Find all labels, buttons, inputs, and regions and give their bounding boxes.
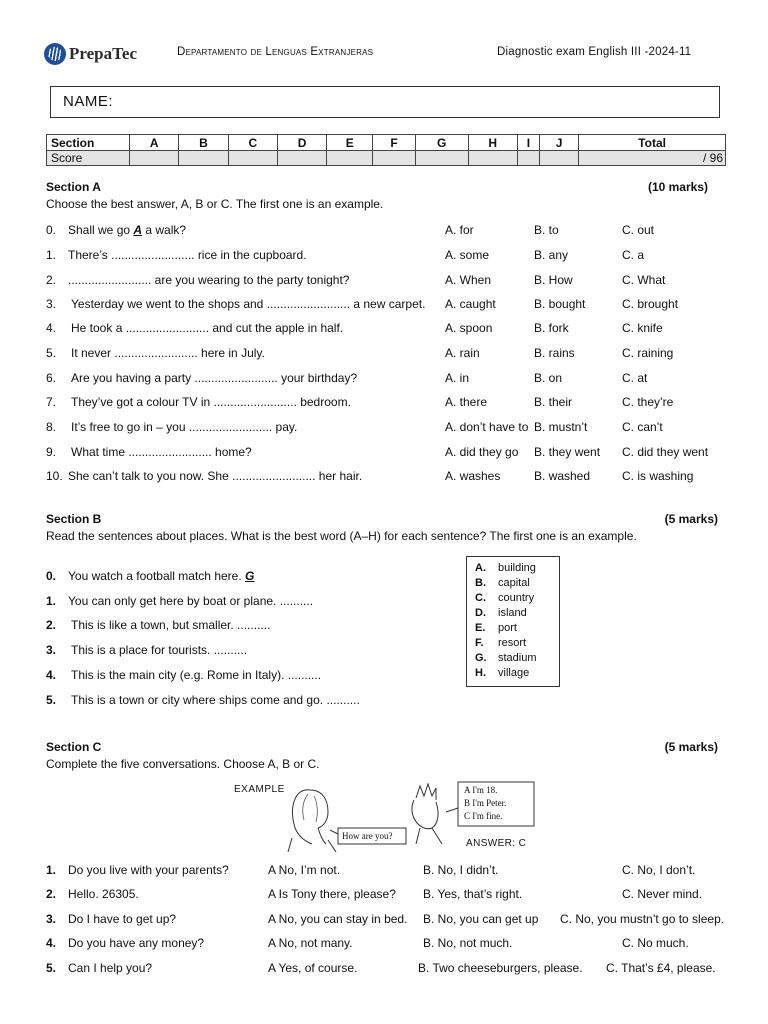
option-b[interactable]: B. No, I didn’t. [423,863,499,877]
option-key: A. [475,562,486,574]
option-key: D. [475,607,486,619]
option-c[interactable]: C. knife [622,321,663,335]
option-word: village [498,667,530,679]
question-text-body: This is a town or city where ships come and go. .......... [71,693,360,707]
question-number: 7. [46,395,57,409]
option-word: capital [498,577,530,589]
example-label: EXAMPLE [234,784,285,795]
option-a[interactable]: A. caught [445,297,496,311]
exam-title: Diagnostic exam English III -2024-11 [497,46,692,58]
option-b[interactable]: B. their [534,395,573,409]
question-text-body: You can only get here by boat or plane. .......... [68,594,314,608]
question-text-body: This is like a town, but smaller. .......... [71,618,271,632]
option-b[interactable]: B. to [534,223,559,237]
score-header-cell: A [130,135,179,151]
option-b[interactable]: B. on [534,371,563,385]
question-text: They’ve got a colour TV in ......................... bedroom. [71,395,351,409]
option-b[interactable]: B. mustn’t [534,420,588,434]
question-text: It never ......................... here in July. [71,346,265,360]
question-text: Do you have any money? [68,936,205,950]
score-header-cell: Section [47,135,130,151]
score-table [46,134,726,166]
section-b-title: Section B [46,512,102,526]
score-cell[interactable] [179,151,228,166]
score-header-cell: B [179,135,228,151]
prepatec-logo [44,40,137,68]
option-c[interactable]: C. No, you mustn’t go to sleep. [560,912,725,926]
section-c-marks: (5 marks) [664,740,718,754]
question-text: Do you live with your parents? [68,863,229,877]
score-cell[interactable] [468,151,517,166]
option-c[interactable]: C. did they went [622,445,709,459]
option-a[interactable]: A. for [445,223,474,237]
question-number: 4. [46,936,57,950]
option-word: port [498,622,517,634]
score-cell[interactable] [228,151,277,166]
question-text: Can I help you? [68,961,153,975]
question-text: He took a ......................... and cut the apple in half. [71,321,344,335]
option-c[interactable]: C. No much. [622,936,689,950]
option-c[interactable]: C. is washing [622,469,694,483]
name-label: NAME: [63,93,114,110]
option-c[interactable]: C. Never mind. [622,887,703,901]
name-field[interactable] [50,86,720,118]
section-b-marks: (5 marks) [664,512,718,526]
option-key: C. [475,592,486,604]
question-text [68,223,186,237]
option-a[interactable]: A. did they go [445,445,519,459]
option-c[interactable]: C. brought [622,297,679,311]
example-speech: How are you? [342,831,393,841]
section-a-marks: (10 marks) [647,180,708,194]
option-a[interactable]: A. in [445,371,470,385]
question-text: Yesterday we went to the shops and ......................... a new carpet. [71,297,426,311]
option-a[interactable]: A. some [445,248,490,262]
score-row-label: Score [47,151,130,166]
option-a[interactable]: A Yes, of course. [268,961,358,975]
score-cell[interactable] [517,151,539,166]
score-header-cell: G [415,135,468,151]
option-key: F. [475,637,484,649]
option-c[interactable]: C. can’t [622,420,663,434]
question-text-body: This is the main city (e.g. Rome in Italy). .......... [71,668,322,682]
question-text [71,618,270,632]
score-header-cell: D [277,135,326,151]
department-name: Departamento de Lenguas Extranjeras [177,46,374,58]
question-number: 2. [46,618,57,632]
score-header-row [47,135,726,151]
example-answer-mark: A [133,223,143,237]
option-word: stadium [498,652,537,664]
option-b[interactable]: B. Two cheeseburgers, please. [418,961,583,975]
section-a-instruction: Choose the best answer, A, B or C. The first one is an example. [46,197,384,211]
option-a[interactable]: A. don’t have to [445,420,529,434]
option-a[interactable]: A. spoon [445,321,493,335]
section-a-title: Section A [46,180,101,194]
example-illustration [232,778,542,852]
section-c-instruction: Complete the five conversations. Choose A, B or C. [46,757,320,771]
example-answer: ANSWER: C [466,838,527,849]
question-text-body: You watch a football match here. [68,569,245,583]
option-c[interactable]: C. a [622,248,645,262]
option-b[interactable]: B. Yes, that’s right. [423,887,523,901]
question-number: 3. [46,643,57,657]
question-number: 5. [46,346,57,360]
section-b-instruction: Read the sentences about places. What is the best word (A–H) for each sentence? The first one is an example. [46,529,637,543]
score-cell[interactable] [277,151,326,166]
question-text-body: This is a place for tourists. .......... [71,643,248,657]
option-b[interactable]: B. No, you can get up [423,912,539,926]
option-c[interactable]: C. out [622,223,655,237]
option-b[interactable]: B. washed [534,469,591,483]
globe-logo-icon [44,43,66,65]
question-text [71,668,321,682]
question-text: Hello. 26305. [68,887,139,901]
option-a[interactable]: A No, not many. [268,936,353,950]
question-number: 3. [46,912,57,926]
option-a[interactable]: A. When [445,273,492,287]
option-b[interactable]: B. fork [534,321,569,335]
option-b[interactable]: B. How [534,273,573,287]
score-cell[interactable] [130,151,179,166]
option-a[interactable]: A. there [445,395,488,409]
question-number: 8. [46,420,57,434]
question-number: 5. [46,961,57,975]
example-option-a: A I'm 18. [464,785,498,795]
question-number: 5. [46,693,57,707]
score-row [47,151,726,166]
question-number: 0. [46,223,57,237]
question-number: 4. [46,321,57,335]
option-c[interactable]: C. That’s £4, please. [606,961,716,975]
question-text-start: Shall we go [68,223,134,237]
score-cell[interactable] [373,151,416,166]
score-header-cell: I [517,135,539,151]
question-number: 6. [46,371,57,385]
question-number: 2. [46,273,57,287]
question-number: 3. [46,297,57,311]
option-c[interactable]: C. they’re [622,395,674,409]
question-text [71,693,360,707]
question-text: Do I have to get up? [68,912,177,926]
option-b[interactable]: B. rains [534,346,575,360]
option-a[interactable]: A Is Tony there, please? [268,887,396,901]
question-text: Are you having a party ......................... your birthday? [71,371,358,385]
score-cell[interactable] [327,151,373,166]
example-option-b: B I'm Peter. [464,798,507,808]
question-number: 4. [46,668,57,682]
example-option-c: C I'm fine. [464,811,503,821]
option-a[interactable]: A No, you can stay in bed. [268,912,408,926]
option-b[interactable]: B. any [534,248,569,262]
option-word: country [498,592,535,604]
score-header-cell: Total [579,135,726,151]
option-b[interactable]: B. No, not much. [423,936,513,950]
option-key: G. [475,652,487,664]
option-key: B. [475,577,486,589]
question-text: What time ......................... home? [71,445,252,459]
question-text-end: a walk? [142,223,187,237]
question-number: 2. [46,887,57,901]
score-cell[interactable] [539,151,578,166]
question-text: ......................... are you wearing to the party tonight? [68,273,350,287]
word-options-box [466,556,560,687]
option-word: island [498,607,527,619]
option-b[interactable]: B. bought [534,297,586,311]
question-text [71,643,247,657]
question-text: She can’t talk to you now. She ......................... her hair. [68,469,363,483]
score-header-cell: E [327,135,373,151]
option-a[interactable]: A No, I’m not. [268,863,341,877]
option-b[interactable]: B. they went [534,445,601,459]
question-text [68,594,313,608]
option-c[interactable]: C. What [622,273,666,287]
question-text [68,569,254,583]
option-word: resort [498,637,527,649]
question-number: 0. [46,569,57,583]
score-total-cell: / 96 [579,151,726,166]
question-number: 1. [46,248,57,262]
example-answer-mark: G [245,569,255,583]
option-c[interactable]: C. at [622,371,648,385]
score-cell[interactable] [415,151,468,166]
question-number: 1. [46,594,57,608]
question-number: 10. [46,469,63,483]
score-header-cell: H [468,135,517,151]
question-text: There’s ......................... rice in the cupboard. [68,248,307,262]
section-c-title: Section C [46,740,102,754]
option-c[interactable]: C. raining [622,346,674,360]
option-a[interactable]: A. washes [445,469,501,483]
option-a[interactable]: A. rain [445,346,480,360]
question-number: 1. [46,863,57,877]
option-word: building [498,562,536,574]
score-header-cell: F [373,135,416,151]
option-key: H. [475,667,486,679]
question-text: It’s free to go in – you ......................... pay. [71,420,298,434]
question-number: 9. [46,445,57,459]
logo-text: PrepaTec [69,44,137,63]
score-header-cell: C [228,135,277,151]
score-header-cell: J [539,135,578,151]
option-key: E. [475,622,486,634]
option-c[interactable]: C. No, I don’t. [622,863,696,877]
